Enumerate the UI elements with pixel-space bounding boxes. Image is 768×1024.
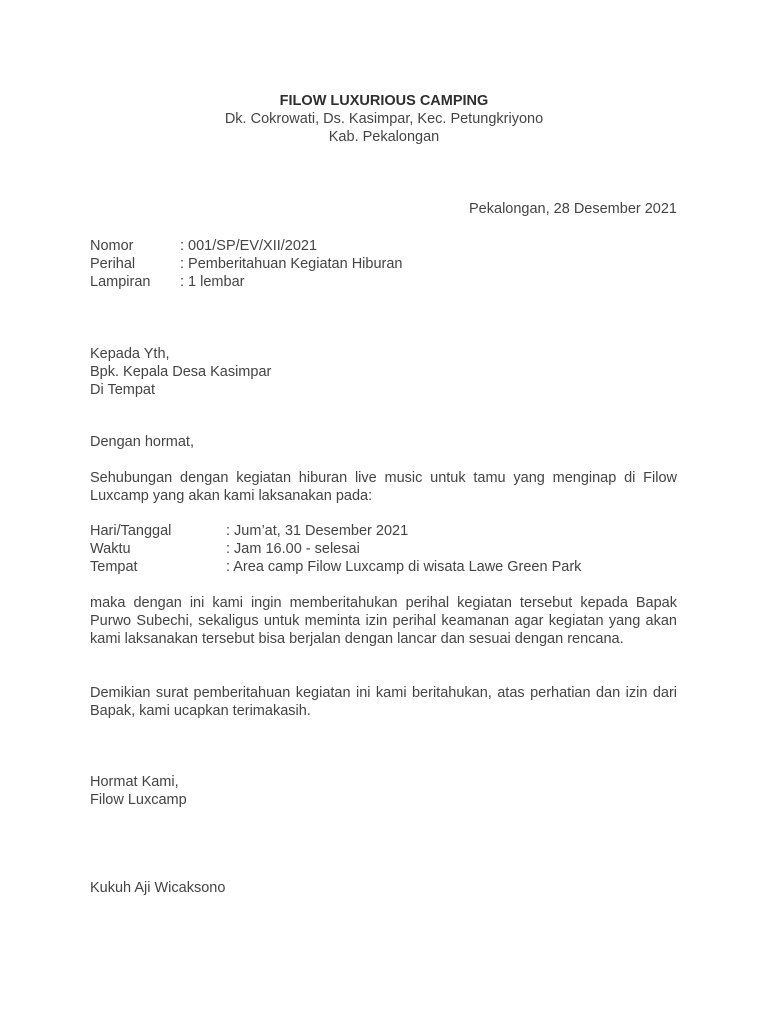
recipient-block	[90, 345, 271, 399]
letterhead	[0, 92, 768, 146]
letter-date: Pekalongan, 28 Desember 2021	[469, 201, 677, 217]
event-label: Waktu	[90, 541, 131, 557]
company-address-line2: Kab. Pekalongan	[328, 129, 440, 145]
signer-name: Kukuh Aji Wicaksono	[90, 880, 226, 896]
meta-value: : 1 lembar	[180, 274, 245, 290]
recipient-line: Kepada Yth,	[90, 346, 170, 362]
event-details	[90, 522, 677, 576]
intro-paragraph: Sehubungan dengan kegiatan hiburan live music untuk tamu yang menginap di Filow Luxcamp yang akan kami laksanakan pada:	[90, 470, 677, 504]
meta-label: Perihal	[90, 256, 136, 272]
event-row-date	[90, 522, 677, 540]
event-value: : Jum’at, 31 Desember 2021	[226, 523, 409, 539]
closing-paragraph: Demikian surat pemberitahuan kegiatan ini kami beritahukan, atas perhatian dan izin dari Bapak, kami ucapkan terimakasih.	[90, 685, 677, 719]
meta-row-perihal	[90, 255, 590, 273]
notice-paragraph: maka dengan ini kami ingin memberitahukan perihal kegiatan tersebut kepada Bapak Purwo Subechi, sekaligus untuk meminta izin perihal keamanan agar kegiatan yang akan kami laksanakan tersebut bisa berjalan dengan lancar dan sesuai dengan rencana.	[90, 595, 677, 647]
event-label: Tempat	[90, 559, 138, 575]
closing-line: Hormat Kami,	[90, 774, 179, 790]
meta-value: : 001/SP/EV/XII/2021	[180, 238, 318, 254]
event-row-time	[90, 540, 677, 558]
closing-line: Filow Luxcamp	[90, 792, 187, 808]
meta-value: : Pemberitahuan Kegiatan Hiburan	[180, 256, 403, 272]
recipient-line: Bpk. Kepala Desa Kasimpar	[90, 364, 272, 380]
event-row-place	[90, 558, 677, 576]
event-label: Hari/Tanggal	[90, 523, 172, 539]
meta-row-lampiran	[90, 273, 590, 291]
salutation: Dengan hormat,	[90, 434, 194, 450]
meta-label: Lampiran	[90, 274, 151, 290]
meta-row-nomor	[90, 237, 590, 255]
event-value: : Jam 16.00 - selesai	[226, 541, 360, 557]
closing-block	[90, 773, 187, 809]
recipient-line: Di Tempat	[90, 382, 156, 398]
company-address-line1: Dk. Cokrowati, Ds. Kasimpar, Kec. Petungkriyono	[224, 111, 544, 127]
letter-meta	[90, 237, 590, 291]
event-value: : Area camp Filow Luxcamp di wisata Lawe Green Park	[226, 559, 582, 575]
company-name: FILOW LUXURIOUS CAMPING	[279, 93, 489, 109]
meta-label: Nomor	[90, 238, 134, 254]
